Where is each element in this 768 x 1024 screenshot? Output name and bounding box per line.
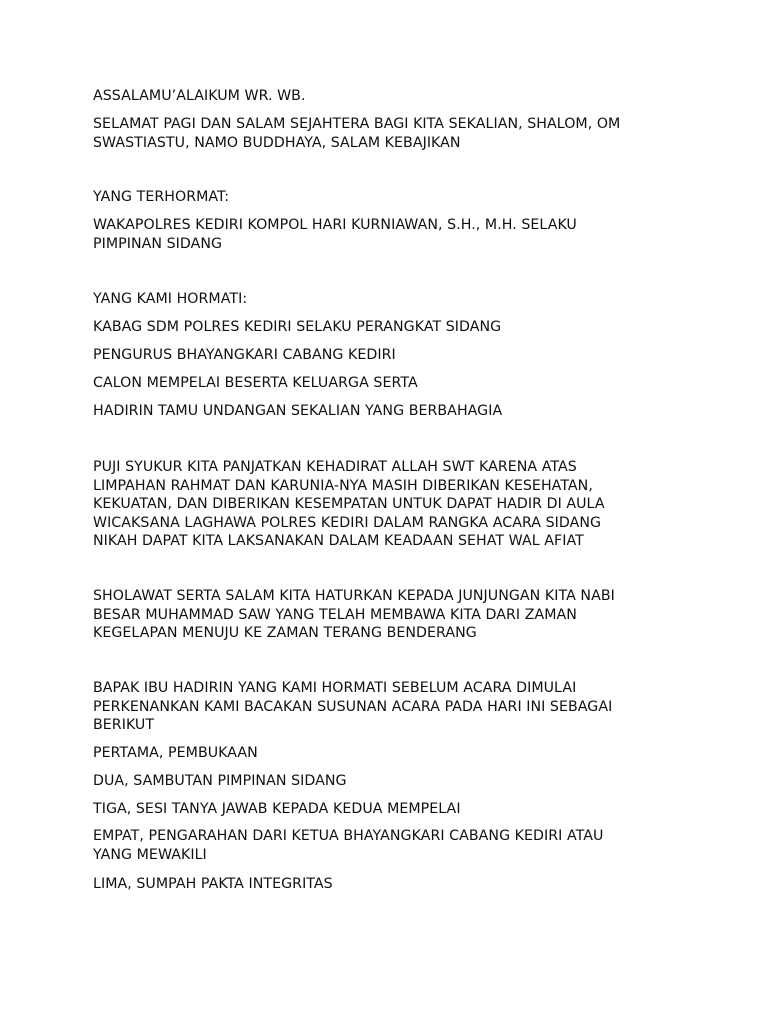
sholawat-paragraph: SHOLAWAT SERTA SALAM KITA HATURKAN KEPADA JUNJUNGAN KITA NABI BESAR MUHAMMAD SAW YANG TELAH MEMBAWA KITA DARI ZAMAN KEGELAPAN MENUJU KE ZAMAN TERANG BENDERANG [93, 588, 615, 642]
honored-heading: YANG KAMI HORMATI: [93, 291, 248, 307]
agenda-item-4: EMPAT, PENGARAHAN DARI KETUA BHAYANGKARI CABANG KEDIRI ATAU YANG MEWAKILI [93, 828, 604, 863]
agenda-item-2: DUA, SAMBUTAN PIMPINAN SIDANG [93, 773, 347, 789]
agenda-item-3: TIGA, SESI TANYA JAWAB KEPADA KEDUA MEMPELAI [93, 801, 461, 817]
honored-item-1: KABAG SDM POLRES KEDIRI SELAKU PERANGKAT SIDANG [93, 319, 502, 335]
honored-item-4: HADIRIN TAMU UNDANGAN SEKALIAN YANG BERBAHAGIA [93, 403, 503, 419]
gratitude-paragraph: PUJI SYUKUR KITA PANJATKAN KEHADIRAT ALLAH SWT KARENA ATAS LIMPAHAN RAHMAT DAN KARUNIA-NYA MASIH DIBERIKAN KESEHATAN, KEKUATAN, DAN DIBERIKAN KESEMPATAN UNTUK DAPAT HADIR DI AULA WICAKSANA LAGHAWA POLRES KEDIRI DALAM RANGKA ACARA SIDANG NIKAH DAPAT KITA LAKSANAKAN DALAM KEADAAN SEHAT WAL AFIAT [93, 459, 605, 550]
respected-heading: YANG TERHORMAT: [93, 189, 230, 205]
agenda-intro-paragraph: BAPAK IBU HADIRIN YANG KAMI HORMATI SEBELUM ACARA DIMULAI PERKENANKAN KAMI BACAKAN SUSUNAN ACARA PADA HARI INI SEBAGAI BERIKUT [93, 680, 613, 734]
salutation-paragraph: SELAMAT PAGI DAN SALAM SEJAHTERA BAGI KITA SEKALIAN, SHALOM, OM SWASTIASTU, NAMO BUDDHAYA, SALAM KEBAJIKAN [93, 116, 621, 151]
honored-item-3: CALON MEMPELAI BESERTA KELUARGA SERTA [93, 375, 418, 391]
agenda-item-5: LIMA, SUMPAH PAKTA INTEGRITAS [93, 876, 333, 892]
session-leader-paragraph: WAKAPOLRES KEDIRI KOMPOL HARI KURNIAWAN, S.H., M.H. SELAKU PIMPINAN SIDANG [93, 217, 577, 252]
honored-item-2: PENGURUS BHAYANGKARI CABANG KEDIRI [93, 347, 396, 363]
agenda-item-1: PERTAMA, PEMBUKAAN [93, 745, 258, 761]
greeting-paragraph: ASSALAMU’ALAIKUM WR. WB. [93, 88, 306, 104]
